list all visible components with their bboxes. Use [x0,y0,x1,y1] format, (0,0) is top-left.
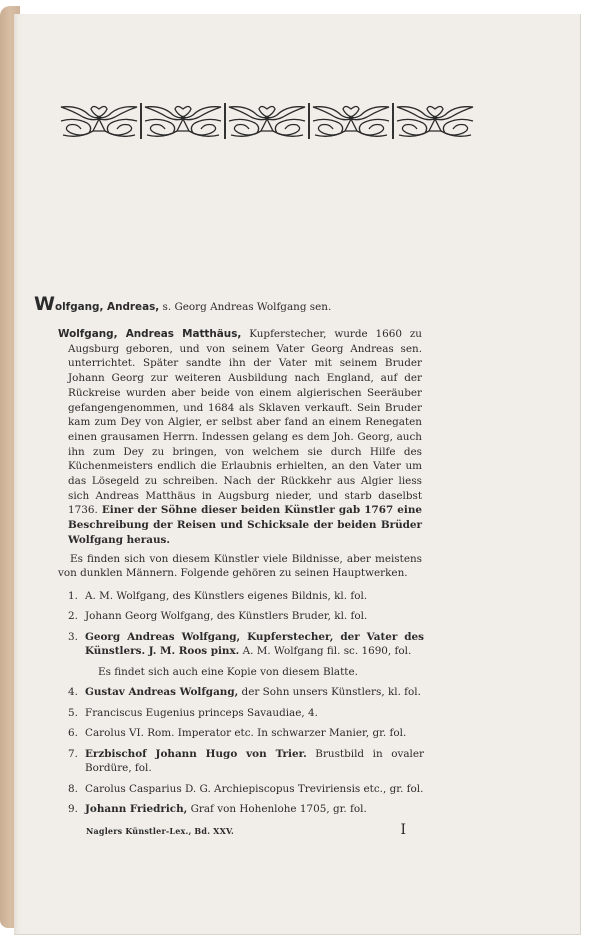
item-text [85,747,424,776]
works-list-item [68,630,424,659]
item-plain-text: der Sohn unsers Künstlers, kl. fol. [238,686,421,699]
initial-letter: W [34,293,55,315]
item-bold-text: Erzbischof Johann Hugo von Trier. [85,747,307,760]
item-number: 7. [68,747,78,760]
item-number: 4. [68,686,78,699]
item-plain-text: Brustbild in ovaler Bordüre, fol. [85,747,424,775]
works-list-item [68,609,424,624]
page-text-column [34,294,426,837]
ornament-separator [392,103,394,139]
item-plain-text: Graf von Hohenlohe 1705, gr. fol. [187,803,367,816]
item-number: 1. [68,589,78,602]
works-intro: Es finden sich von diesem Künstler viele Bildnisse, aber meistens von dunklen Männern. Folgende gehören zu seinen Hauptwerken. [58,552,422,580]
footer-signature-line: Naglers Künstler-Lex., Bd. XXV. [86,825,234,836]
item-text [85,802,424,817]
item-plain-text: Franciscus Eugenius princeps Savaudiae, 4. [85,706,318,719]
item-number: 6. [68,727,78,740]
ornament-heart-knot-icon [143,103,223,139]
ornament-heart-knot-icon [59,103,139,139]
signature-mark: I [400,821,406,838]
main-entry-text: Kupferstecher, wurde 1660 zu Augsburg geboren, und von seinem Vater Georg Andreas sen. unterrichtet. Später sandte ihn der Vater mit seinem Bruder Johann Georg zur weiteren Ausbildung nach England, auf der Rückreise wurden aber beide von einem algierischen Seeräuber gefangengenommen, und 1684 als Sklaven verkauft. Sein Bruder kam zum Dey von Algier, er selbst aber fand an einem Renegaten einen grausamen Herrn. Indessen gelang es dem Joh. Georg, auch ihn zum Dey zu bringen, von welchem sie durch Hilfe des Küchenmeisters endlich die Erlaubnis erhielten, an den Vater um das Lösegeld zu schreiben. Nach der Rückkehr aus Algier liess sich Andreas Matthäus in Augsburg nieder, und starb daselbst 1736. [68,328,422,517]
item-plain-text: Carolus VI. Rom. Imperator etc. In schwarzer Manier, gr. fol. [85,727,407,740]
item-number: 3. [68,630,78,643]
ornament-heart-knot-icon [395,103,475,139]
works-list-item [68,685,424,700]
ornament-separator [308,103,310,139]
main-entry-text-bold: Einer der Söhne dieser beiden Künstler gab 1767 eine Beschreibung der Reisen und Schicksale der beiden Brüder Wolfgang heraus. [68,504,422,546]
item-number: 5. [68,706,78,719]
item-number: 2. [68,610,78,623]
works-list-item [68,747,424,776]
item-text [85,685,424,700]
item-text [85,609,424,624]
item-note: Es findet sich auch eine Kopie von diesem Blatte. [98,665,358,678]
ornament-heart-knot-icon [311,103,391,139]
item-text [85,706,424,721]
item-text [85,726,424,741]
item-text [85,589,424,604]
works-list-item [68,802,424,817]
entry-reference: s. Georg Andreas Wolfgang sen. [159,301,332,313]
item-plain-text: Johann Georg Wolfgang, des Künstlers Bruder, kl. fol. [85,610,368,623]
item-text [85,782,424,797]
ornament-separator [224,103,226,139]
item-plain-text: A. M. Wolfgang fil. sc. 1690, fol. [239,645,412,658]
entry-name: olfgang, Andreas, [54,301,160,313]
works-list-item [68,589,424,604]
item-text [85,630,424,659]
item-bold-text: Gustav Andreas Wolfgang, [85,686,239,699]
item-number: 8. [68,782,78,795]
page-footer [86,823,406,837]
works-list-item [68,726,424,741]
ornament-separator [140,103,142,139]
item-plain-text: A. M. Wolfgang, des Künstlers eigenes Bildnis, kl. fol. [85,589,368,602]
works-list [68,589,424,817]
ornament-heart-knot-icon [227,103,307,139]
works-list-item [68,782,424,797]
item-plain-text: Carolus Casparius D. G. Archiepiscopus Treviriensis etc., gr. fol. [85,782,424,795]
cross-reference-entry [34,294,426,317]
item-number: 9. [68,803,78,816]
works-list-item [68,706,424,721]
header-ornament [59,103,475,139]
main-entry-name: Wolfgang, Andreas Matthäus, [58,328,242,340]
main-entry [58,327,422,548]
item-bold-text: Johann Friedrich, [85,803,188,816]
item-bold-text: Georg Andreas Wolfgang, Kupferstecher, der Vater des Künstlers. J. M. Roos pinx. [85,630,424,658]
